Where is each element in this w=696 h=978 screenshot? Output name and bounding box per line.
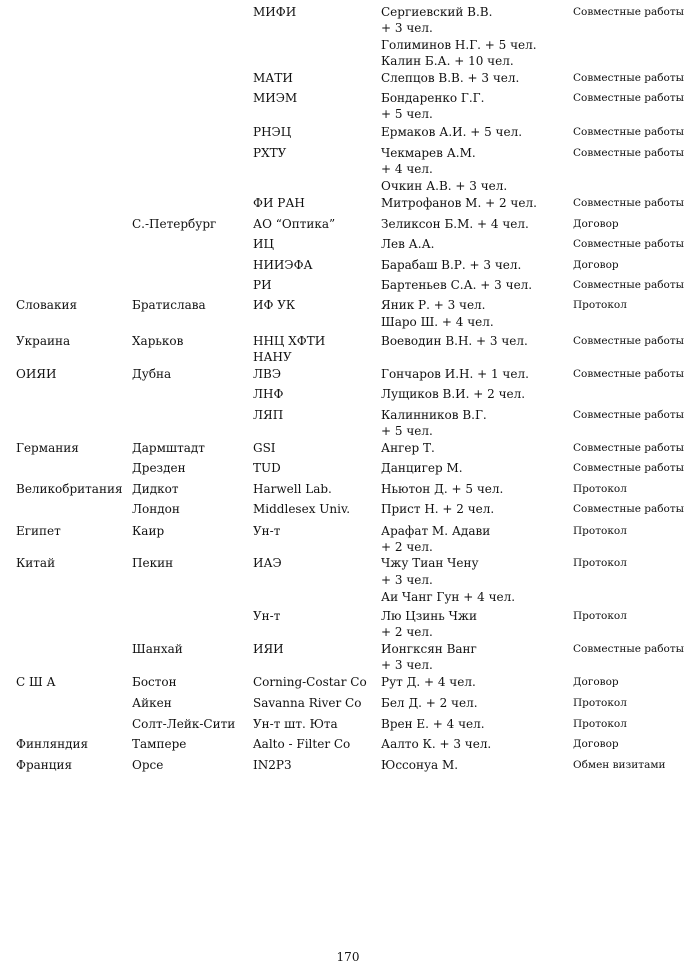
page-number: 170: [336, 950, 360, 964]
country-cell: Словакия: [16, 298, 78, 312]
table-row: [0, 257, 696, 275]
city-cell: Пекин: [132, 556, 174, 570]
organization-cell: Harwell Lab.: [253, 482, 332, 496]
cooperation-type-cell: Совместные работы: [573, 442, 685, 454]
organization-cell: РХТУ: [253, 146, 287, 160]
organization-cell: НИИЭФА: [253, 258, 313, 272]
participants-cell: Чжу Тиан Чену: [381, 556, 479, 570]
organization-cell: МИЭМ: [253, 91, 298, 105]
participants-cell: Митрофанов М. + 2 чел.: [381, 196, 537, 210]
cooperation-type-cell: Протокол: [573, 299, 627, 311]
participants-cell: Голиминов Н.Г. + 5 чел.: [381, 38, 537, 52]
table-row: [0, 53, 696, 71]
participants-cell: + 3 чел.: [381, 21, 433, 35]
participants-cell: Арафат М. Адави: [381, 524, 491, 538]
cooperation-type-cell: Совместные работы: [573, 147, 685, 159]
table-row: [0, 481, 696, 499]
cooperation-type-cell: Совместные работы: [573, 238, 685, 250]
participants-cell: Ньютон Д. + 5 чел.: [381, 482, 504, 496]
city-cell: Дидкот: [132, 482, 179, 496]
organization-cell: НАНУ: [253, 350, 292, 364]
organization-cell: GSI: [253, 441, 276, 455]
city-cell: Орсе: [132, 758, 164, 772]
table-row: [0, 124, 696, 142]
cooperation-type-cell: Договор: [573, 259, 619, 271]
participants-cell: Яник Р. + 3 чел.: [381, 298, 486, 312]
table-row: [0, 572, 696, 590]
organization-cell: МИФИ: [253, 5, 297, 19]
city-cell: Тампере: [132, 737, 187, 751]
cooperation-type-cell: Совместные работы: [573, 126, 685, 138]
table-row: [0, 236, 696, 254]
table-row: [0, 624, 696, 642]
participants-cell: Бел Д. + 2 чел.: [381, 696, 478, 710]
city-cell: Дармштадт: [132, 441, 205, 455]
participants-cell: Сергиевский В.В.: [381, 5, 493, 19]
participants-cell: + 2 чел.: [381, 625, 433, 639]
participants-cell: Прист Н. + 2 чел.: [381, 502, 495, 516]
cooperation-type-cell: Совместные работы: [573, 279, 685, 291]
table-row: [0, 589, 696, 607]
table-row: [0, 501, 696, 519]
country-cell: Великобритания: [16, 482, 123, 496]
organization-cell: Ун-т: [253, 609, 281, 623]
participants-cell: Воеводин В.Н. + 3 чел.: [381, 334, 528, 348]
table-row: [0, 106, 696, 124]
country-cell: Германия: [16, 441, 79, 455]
city-cell: Бостон: [132, 675, 177, 689]
organization-cell: Savanna River Co: [253, 696, 362, 710]
table-row: [0, 195, 696, 213]
cooperation-type-cell: Совместные работы: [573, 197, 685, 209]
cooperation-type-cell: Договор: [573, 676, 619, 688]
organization-cell: ИЦ: [253, 237, 274, 251]
table-row: [0, 757, 696, 775]
country-cell: Финляндия: [16, 737, 89, 751]
participants-cell: Ангер Т.: [381, 441, 435, 455]
cooperation-type-cell: Обмен визитами: [573, 759, 666, 771]
participants-cell: Данцигер М.: [381, 461, 463, 475]
participants-cell: Ермаков А.И. + 5 чел.: [381, 125, 523, 139]
cooperation-type-cell: Совместные работы: [573, 503, 685, 515]
organization-cell: TUD: [253, 461, 281, 475]
participants-cell: Врен Е. + 4 чел.: [381, 717, 485, 731]
city-cell: С.-Петербург: [132, 217, 217, 231]
city-cell: Харьков: [132, 334, 184, 348]
organization-cell: ЛНФ: [253, 387, 284, 401]
participants-cell: Юссонуа М.: [381, 758, 459, 772]
participants-cell: Лев А.А.: [381, 237, 435, 251]
cooperation-type-cell: Протокол: [573, 610, 627, 622]
city-cell: Айкен: [132, 696, 172, 710]
city-cell: Каир: [132, 524, 165, 538]
city-cell: Братислава: [132, 298, 206, 312]
table-row: [0, 20, 696, 38]
organization-cell: ФИ РАН: [253, 196, 305, 210]
organization-cell: Ун-т: [253, 524, 281, 538]
table-row: [0, 349, 696, 367]
organization-cell: ЛВЭ: [253, 367, 282, 381]
participants-cell: + 4 чел.: [381, 162, 433, 176]
cooperation-type-cell: Совместные работы: [573, 72, 685, 84]
cooperation-type-cell: Протокол: [573, 483, 627, 495]
participants-cell: Бондаренко Г.Г.: [381, 91, 485, 105]
country-cell: ОИЯИ: [16, 367, 57, 381]
organization-cell: Aalto - Filter Co: [253, 737, 351, 751]
participants-cell: Барабаш В.Р. + 3 чел.: [381, 258, 522, 272]
participants-cell: Ионгксян Ванг: [381, 642, 477, 656]
organization-cell: ЛЯП: [253, 408, 284, 422]
city-cell: Дрезден: [132, 461, 186, 475]
table-row: [0, 297, 696, 315]
participants-cell: Лю Цзинь Чжи: [381, 609, 477, 623]
organization-cell: РНЭЦ: [253, 125, 292, 139]
participants-cell: Зеликсон Б.М. + 4 чел.: [381, 217, 529, 231]
participants-cell: Рут Д. + 4 чел.: [381, 675, 476, 689]
table-row: [0, 161, 696, 179]
cooperation-type-cell: Протокол: [573, 525, 627, 537]
participants-cell: Гончаров И.Н. + 1 чел.: [381, 367, 529, 381]
participants-cell: + 2 чел.: [381, 540, 433, 554]
organization-cell: Ун-т шт. Юта: [253, 717, 338, 731]
organization-cell: Middlesex Univ.: [253, 502, 351, 516]
country-cell: С Ш А: [16, 675, 56, 689]
organization-cell: ННЦ ХФТИ: [253, 334, 326, 348]
organization-cell: IN2P3: [253, 758, 292, 772]
participants-cell: Очкин А.В. + 3 чел.: [381, 179, 508, 193]
country-cell: Китай: [16, 556, 56, 570]
table-row: [0, 440, 696, 458]
table-row: [0, 716, 696, 734]
organization-cell: ИФ УК: [253, 298, 296, 312]
city-cell: Лондон: [132, 502, 180, 516]
cooperation-type-cell: Протокол: [573, 697, 627, 709]
country-cell: Украина: [16, 334, 71, 348]
participants-cell: Бартеньев С.А. + 3 чел.: [381, 278, 533, 292]
cooperation-type-cell: Совместные работы: [573, 368, 685, 380]
table-row: [0, 178, 696, 196]
table-row: [0, 386, 696, 404]
table-row: [0, 674, 696, 692]
participants-cell: Чекмарев А.М.: [381, 146, 476, 160]
cooperation-type-cell: Договор: [573, 738, 619, 750]
city-cell: Дубна: [132, 367, 172, 381]
cooperation-type-cell: Совместные работы: [573, 92, 685, 104]
participants-cell: Калинников В.Г.: [381, 408, 487, 422]
table-row: [0, 216, 696, 234]
cooperation-type-cell: Протокол: [573, 718, 627, 730]
cooperation-type-cell: Совместные работы: [573, 409, 685, 421]
table-row: [0, 70, 696, 88]
participants-cell: Аи Чанг Гун + 4 чел.: [381, 590, 516, 604]
organization-cell: АО “Оптика”: [253, 217, 336, 231]
participants-cell: Лущиков В.И. + 2 чел.: [381, 387, 526, 401]
table-row: [0, 277, 696, 295]
participants-cell: + 3 чел.: [381, 658, 433, 672]
country-cell: Египет: [16, 524, 61, 538]
cooperation-type-cell: Совместные работы: [573, 643, 685, 655]
participants-cell: Аалто К. + 3 чел.: [381, 737, 492, 751]
city-cell: Солт-Лейк-Сити: [132, 717, 236, 731]
participants-cell: + 3 чел.: [381, 573, 433, 587]
participants-cell: + 5 чел.: [381, 107, 433, 121]
cooperation-type-cell: Договор: [573, 218, 619, 230]
table-row: [0, 657, 696, 675]
table-row: [0, 460, 696, 478]
organization-cell: ИАЭ: [253, 556, 282, 570]
organization-cell: Corning-Costar Co: [253, 675, 367, 689]
cooperation-type-cell: Протокол: [573, 557, 627, 569]
participants-cell: Слепцов В.В. + 3 чел.: [381, 71, 520, 85]
organization-cell: МАТИ: [253, 71, 293, 85]
cooperation-type-cell: Совместные работы: [573, 462, 685, 474]
table-row: [0, 736, 696, 754]
table-row: [0, 555, 696, 573]
cooperation-type-cell: Совместные работы: [573, 6, 685, 18]
table-row: [0, 695, 696, 713]
participants-cell: Калин Б.А. + 10 чел.: [381, 54, 514, 68]
organization-cell: ИЯИ: [253, 642, 284, 656]
participants-cell: + 5 чел.: [381, 424, 433, 438]
cooperation-type-cell: Совместные работы: [573, 335, 685, 347]
table-row: [0, 423, 696, 441]
table-row: [0, 366, 696, 384]
table-row: [0, 314, 696, 332]
country-cell: Франция: [16, 758, 73, 772]
organization-cell: РИ: [253, 278, 272, 292]
participants-cell: Шаро Ш. + 4 чел.: [381, 315, 494, 329]
city-cell: Шанхай: [132, 642, 183, 656]
